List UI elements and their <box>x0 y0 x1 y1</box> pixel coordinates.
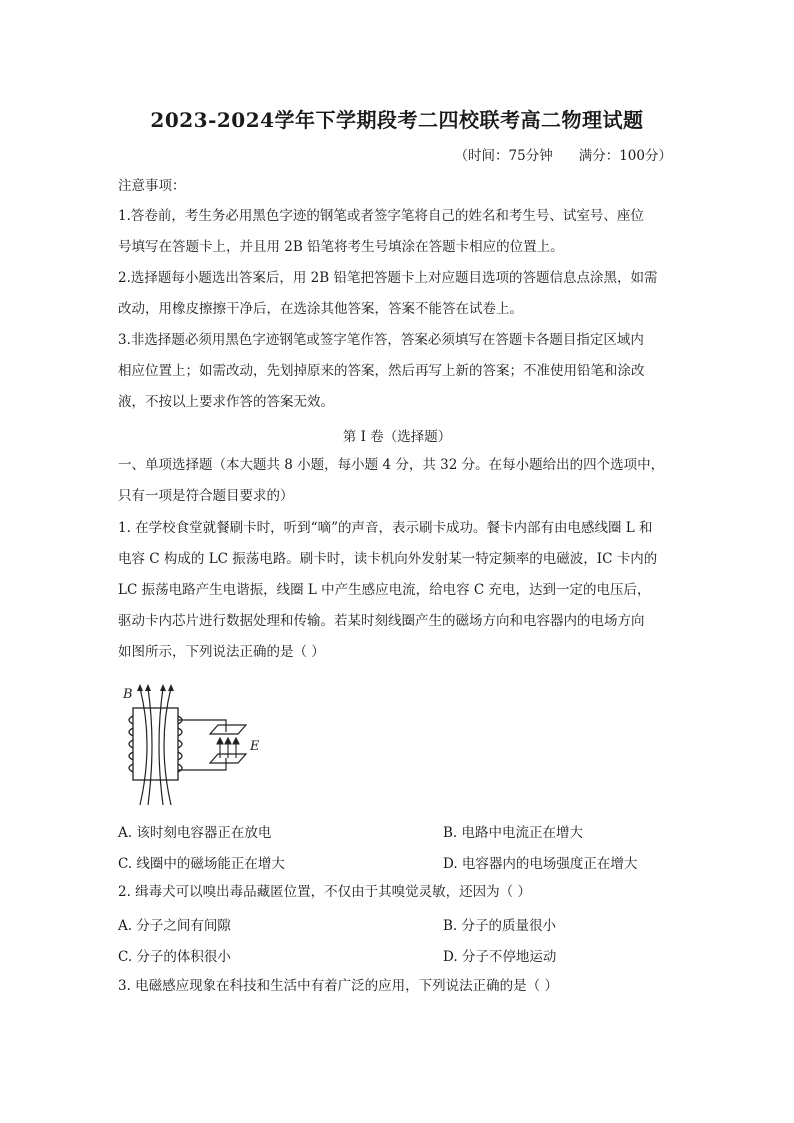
q1-stem-line: 1. 在学校食堂就餐刷卡时，听到“嘀”的声音，表示刷卡成功。餐卡内部有由电感线圈 L 和 <box>118 520 653 536</box>
exam-time-score <box>455 144 672 164</box>
q1-option-c[interactable]: C. 线圈中的磁场能正在增大 <box>118 856 285 872</box>
volume-title: 第 I 卷（选择题） <box>342 429 452 445</box>
q1-option-a[interactable]: A. 该时刻电容器正在放电 <box>118 825 272 841</box>
notice-line: 号填写在答题卡上，并且用 2B 铅笔将考生号填涂在答题卡相应的位置上。 <box>118 239 564 255</box>
q1-stem-line: 电容 C 构成的 LC 振荡电路。刷卡时，读卡机向外发射某一特定频率的电磁波，IC 卡内的 <box>118 551 658 567</box>
notice-heading: 注意事项： <box>118 178 186 194</box>
q1-option-b[interactable]: B. 电路中电流正在增大 <box>443 825 584 841</box>
part-heading-line: 只有一项是符合题目要求的） <box>118 488 294 504</box>
q1-stem-line: 如图所示，下列说法正确的是（ ） <box>118 644 325 660</box>
part-heading-line: 一、单项选择题（本大题共 8 小题，每小题 4 分，共 32 分。在每小题给出的四个选项中， <box>118 457 665 473</box>
notice-line: 2.选择题每小题选出答案后，用 2B 铅笔把答题卡上对应题目选项的答题信息点涂黑，如需 <box>118 270 658 286</box>
q2-option-c[interactable]: C. 分子的体积很小 <box>118 949 231 965</box>
q2-option-a[interactable]: A. 分子之间有间隙 <box>118 918 231 934</box>
notice-line: 液，不按以上要求作答的答案无效。 <box>118 394 334 410</box>
magnetic-field-lines <box>140 688 171 805</box>
exam-score: 满分：100分） <box>578 148 672 164</box>
e-field-label: E <box>250 739 260 754</box>
field-arrowheads <box>137 684 174 691</box>
lc-circuit-figure <box>118 680 268 810</box>
q1-option-d[interactable]: D. 电容器内的电场强度正在增大 <box>443 856 638 872</box>
exam-title: 2023-2024学年下学期段考二四校联考高二物理试题 <box>150 108 644 132</box>
notice-line: 1.答卷前，考生务必用黑色字迹的钢笔或者签字笔将自己的姓名和考生号、试室号、座位 <box>118 208 644 224</box>
notice-line: 相应位置上；如需改动，先划掉原来的答案，然后再写上新的答案；不准使用铅笔和涂改 <box>118 363 645 379</box>
q3-stem: 3. 电磁感应现象在科技和生活中有着广泛的应用，下列说法正确的是（ ） <box>118 978 558 994</box>
b-field-label: B <box>123 687 133 702</box>
q1-stem-line: LC 振荡电路产生电谐振，线圈 L 中产生感应电流，给电容 C 充电，达到一定的电压后， <box>118 582 651 598</box>
notice-line: 改动，用橡皮擦擦干净后，在选涂其他答案，答案不能答在试卷上。 <box>118 301 523 317</box>
exam-time: （时间：75分钟 <box>454 148 553 164</box>
q1-stem-line: 驱动卡内芯片进行数据处理和传输。若某时刻线圈产生的磁场方向和电容器内的电场方向 <box>118 613 645 629</box>
notice-line: 3.非选择题必须用黑色字迹钢笔或签字笔作答，答案必须填写在答题卡各题目指定区域内 <box>118 332 644 348</box>
coil-windings <box>129 716 182 772</box>
q2-stem: 2. 缉毒犬可以嗅出毒品藏匿位置，不仅由于其嗅觉灵敏，还因为（ ） <box>118 884 531 900</box>
q2-option-d[interactable]: D. 分子不停地运动 <box>443 949 557 965</box>
electric-field-arrows <box>217 738 239 758</box>
capacitor-top-plate <box>210 725 246 734</box>
coil-core <box>133 708 178 780</box>
q2-option-b[interactable]: B. 分子的质量很小 <box>443 918 557 934</box>
